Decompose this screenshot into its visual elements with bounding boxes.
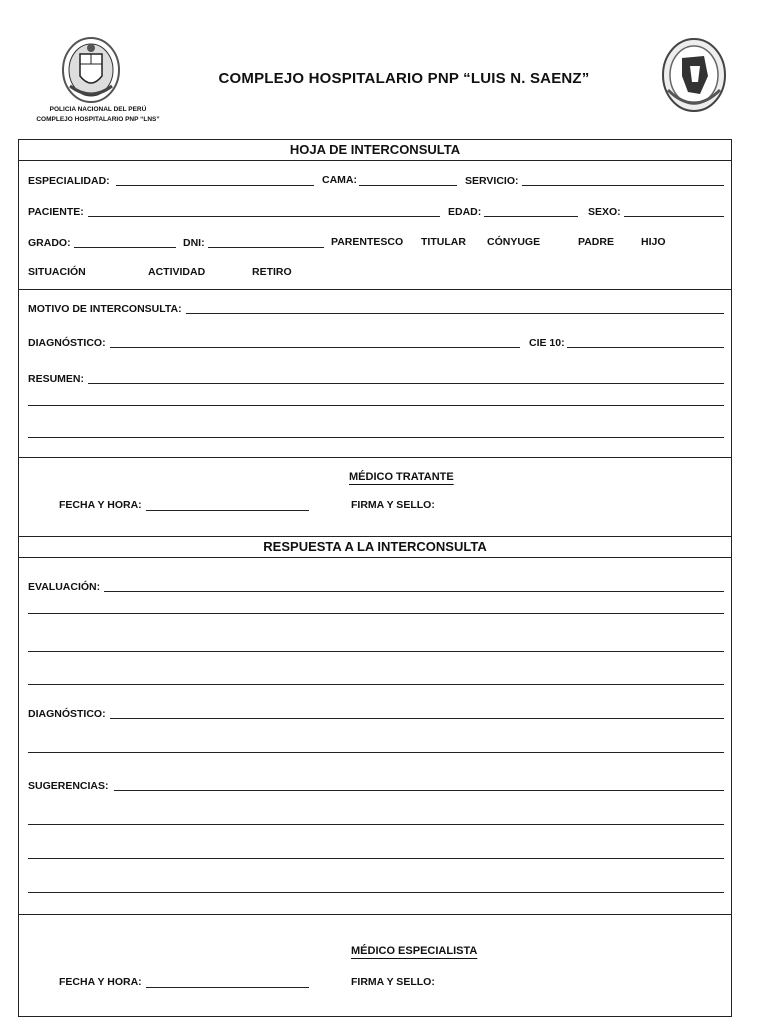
divider [18, 289, 732, 290]
grado-label: GRADO: [28, 237, 71, 249]
option-titular[interactable]: TITULAR [421, 236, 466, 248]
respuesta-title: RESPUESTA A LA INTERCONSULTA [263, 539, 487, 554]
sugerencias-line[interactable] [28, 892, 724, 893]
parentesco-label: PARENTESCO [331, 236, 404, 248]
sugerencias-field[interactable] [114, 790, 724, 791]
cie10-label: CIE 10: [529, 337, 565, 349]
evaluacion-line[interactable] [28, 613, 724, 614]
medico-tratante-title: MÉDICO TRATANTE [349, 471, 454, 483]
servicio-field[interactable] [522, 185, 724, 186]
org-line-1: POLICIA NACIONAL DEL PERÚ [49, 106, 147, 113]
divider [18, 557, 732, 558]
resumen-field[interactable] [88, 383, 724, 384]
dni-label: DNI: [183, 237, 205, 249]
grado-field[interactable] [74, 247, 176, 248]
edad-label: EDAD: [448, 206, 482, 218]
resumen-label: RESUMEN: [28, 373, 85, 385]
option-actividad[interactable]: ACTIVIDAD [148, 266, 206, 278]
org-line-2: COMPLEJO HOSPITALARIO PNP “LNS” [36, 116, 160, 123]
evaluacion-label: EVALUACIÓN: [28, 581, 101, 593]
paciente-label: PACIENTE: [28, 206, 84, 218]
diagnostico-line[interactable] [28, 752, 724, 753]
divider [18, 914, 732, 915]
sugerencias-line[interactable] [28, 824, 724, 825]
firma-sello-label: FIRMA Y SELLO: [351, 499, 435, 511]
divider [18, 536, 732, 537]
cama-field[interactable] [359, 185, 457, 186]
motivo-label: MOTIVO DE INTERCONSULTA: [28, 303, 182, 315]
fecha-hora-especialista-field[interactable] [146, 987, 309, 988]
cama-label: CAMA: [322, 174, 357, 186]
sugerencias-label: SUGERENCIAS: [28, 780, 109, 792]
sexo-field[interactable] [624, 216, 724, 217]
paciente-field[interactable] [88, 216, 440, 217]
medico-especialista-title: MÉDICO ESPECIALISTA [351, 945, 478, 957]
hospital-seal-icon [660, 36, 728, 114]
diagnostico-respuesta-label: DIAGNÓSTICO: [28, 708, 106, 720]
diagnostico-respuesta-field[interactable] [110, 718, 724, 719]
especialidad-field[interactable] [116, 185, 314, 186]
diagnostico-label: DIAGNÓSTICO: [28, 337, 106, 349]
option-hijo[interactable]: HIJO [641, 236, 666, 248]
fecha-hora-especialista-label: FECHA Y HORA: [59, 976, 142, 988]
dni-field[interactable] [208, 247, 324, 248]
divider [18, 160, 732, 161]
motivo-field[interactable] [186, 313, 724, 314]
form-title: HOJA DE INTERCONSULTA [289, 142, 461, 157]
evaluacion-line[interactable] [28, 651, 724, 652]
option-padre[interactable]: PADRE [578, 236, 614, 248]
sexo-label: SEXO: [588, 206, 621, 218]
especialidad-label: ESPECIALIDAD: [28, 175, 110, 187]
resumen-line[interactable] [28, 405, 724, 406]
evaluacion-line[interactable] [28, 684, 724, 685]
fecha-hora-field[interactable] [146, 510, 309, 511]
option-retiro[interactable]: RETIRO [252, 266, 292, 278]
fecha-hora-label: FECHA Y HORA: [59, 499, 142, 511]
edad-field[interactable] [484, 216, 578, 217]
right-logo [660, 36, 728, 114]
divider [18, 457, 732, 458]
cie10-field[interactable] [567, 347, 724, 348]
resumen-line[interactable] [28, 437, 724, 438]
servicio-label: SERVICIO: [465, 175, 519, 187]
hospital-title: COMPLEJO HOSPITALARIO PNP “LUIS N. SAENZ” [218, 70, 590, 87]
form-frame [18, 139, 732, 1017]
situacion-label: SITUACIÓN [28, 266, 86, 278]
firma-sello-especialista-label: FIRMA Y SELLO: [351, 976, 435, 988]
option-conyuge[interactable]: CÓNYUGE [487, 236, 541, 248]
evaluacion-field[interactable] [104, 591, 724, 592]
diagnostico-field[interactable] [110, 347, 520, 348]
sugerencias-line[interactable] [28, 858, 724, 859]
